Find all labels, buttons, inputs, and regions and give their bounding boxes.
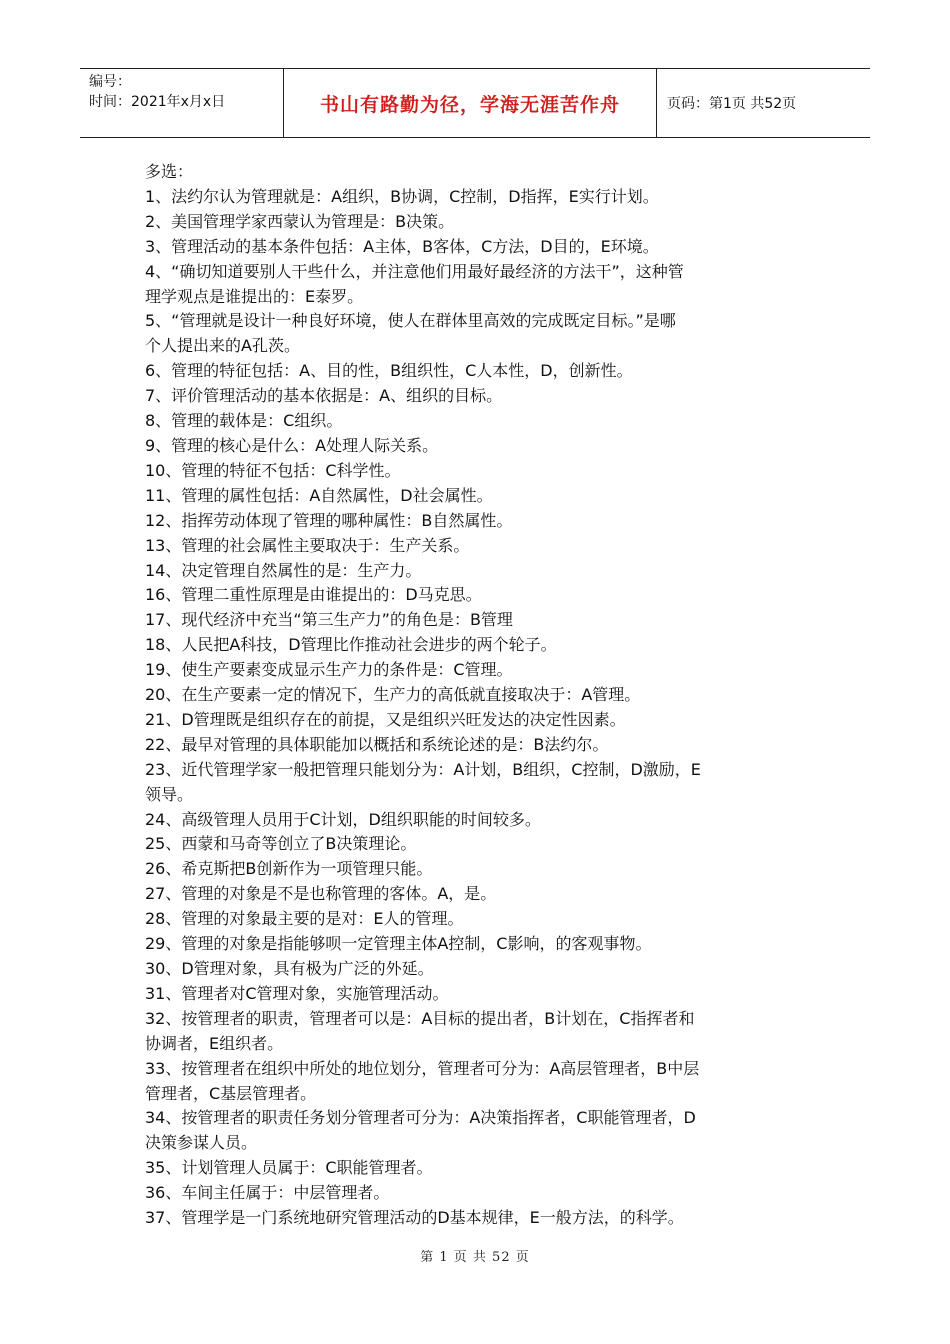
- document-body: [145, 160, 815, 1231]
- body-line: 管理者，C基层管理者。: [145, 1083, 317, 1103]
- body-line: 21、D管理既是组织存在的前提，又是组织兴旺发达的决定性因素。: [145, 709, 626, 729]
- body-line: 25、西蒙和马奇等创立了B决策理论。: [145, 834, 417, 854]
- body-line: 13、管理的社会属性主要取决于：生产关系。: [145, 535, 470, 555]
- body-line: 18、人民把A科技，D管理比作推动社会进步的两个轮子。: [145, 635, 557, 655]
- body-line: 11、管理的属性包括：A自然属性，D社会属性。: [145, 485, 493, 505]
- document-time-label: 时间：2021年x月x日: [89, 94, 226, 110]
- body-line: 30、D管理对象，具有极为广泛的外延。: [145, 959, 434, 978]
- body-line: 2、美国管理学家西蒙认为管理是：B决策。: [145, 211, 455, 231]
- body-line: 27、管理的对象是不是也称管理的客体。A，是。: [145, 884, 497, 904]
- body-line: 协调者，E组织者。: [145, 1033, 284, 1053]
- body-line: 6、管理的特征包括：A、目的性，B组织性，C人本性，D，创新性。: [145, 361, 633, 381]
- body-line: 23、近代管理学家一般把管理只能划分为：A计划，B组织，C控制，D激励，E: [145, 759, 701, 779]
- header-meta: [80, 69, 283, 137]
- body-line: 3、管理活动的基本条件包括：A主体，B客体，C方法，D目的，E环境。: [145, 236, 659, 256]
- body-line: 20、在生产要素一定的情况下，生产力的高低就直接取决于：A管理。: [145, 685, 641, 705]
- body-line: 24、高级管理人员用于C计划，D组织职能的时间较多。: [145, 809, 541, 829]
- body-line: 35、计划管理人员属于：C职能管理者。: [145, 1158, 433, 1178]
- body-line: 决策参谋人员。: [145, 1133, 258, 1153]
- body-line: 9、管理的核心是什么：A处理人际关系。: [145, 435, 439, 455]
- body-line: 7、评价管理活动的基本依据是：A、组织的目标。: [145, 386, 503, 406]
- body-line: 理学观点是谁提出的：E泰罗。: [145, 286, 364, 306]
- body-line: 12、指挥劳动体现了管理的哪种属性：B自然属性。: [145, 510, 513, 530]
- body-line: 33、按管理者在组织中所处的地位划分，管理者可分为：A高层管理者，B中层: [145, 1058, 700, 1078]
- body-line: 31、管理者对C管理对象，实施管理活动。: [145, 983, 449, 1003]
- header-motto: 书山有路勤为径，学海无涯苦作舟: [283, 69, 657, 137]
- body-line: 26、希克斯把B创新作为一项管理只能。: [145, 859, 433, 879]
- body-line: 36、车间主任属于：中层管理者。: [145, 1183, 390, 1203]
- header-page-info: 页码：第1页 共52页: [667, 96, 797, 112]
- page-footer: 第 1 页 共 52 页: [420, 1250, 530, 1265]
- body-line: 4、“确切知道要别人干些什么，并注意他们用最好最经济的方法干”，这种管: [145, 261, 684, 281]
- body-line: 37、管理学是一门系统地研究管理活动的D基本规律，E一般方法，的科学。: [145, 1208, 684, 1228]
- body-line: 17、现代经济中充当“第三生产力”的角色是：B管理: [145, 610, 513, 630]
- body-line: 29、管理的对象是指能够呗一定管理主体A控制，C影响，的客观事物。: [145, 934, 652, 954]
- body-line: 34、按管理者的职责任务划分管理者可分为：A决策指挥者，C职能管理者，D: [145, 1108, 696, 1128]
- body-line: 19、使生产要素变成显示生产力的条件是：C管理。: [145, 660, 513, 680]
- body-line: 1、法约尔认为管理就是：A组织，B协调，C控制，D指挥，E实行计划。: [145, 186, 659, 206]
- body-line: 多选：: [145, 162, 194, 181]
- body-line: 个人提出来的A孔茨。: [145, 336, 300, 356]
- body-line: 10、管理的特征不包括：C科学性。: [145, 460, 401, 480]
- body-line: 领导。: [145, 784, 194, 804]
- page-header: [80, 68, 870, 138]
- body-line: 32、按管理者的职责，管理者可以是：A目标的提出者，B计划在，C指挥者和: [145, 1008, 695, 1028]
- body-line: 8、管理的载体是：C组织。: [145, 411, 343, 431]
- document-number-label: 编号：: [89, 74, 131, 90]
- body-line: 14、决定管理自然属性的是：生产力。: [145, 560, 422, 580]
- body-line: 28、管理的对象最主要的是对：E人的管理。: [145, 909, 464, 929]
- body-line: 22、最早对管理的具体职能加以概括和系统论述的是：B法约尔。: [145, 734, 609, 754]
- body-line: 5、“管理就是设计一种良好环境，使人在群体里高效的完成既定目标。”是哪: [145, 311, 676, 331]
- body-line: 16、管理二重性原理是由谁提出的：D马克思。: [145, 585, 482, 605]
